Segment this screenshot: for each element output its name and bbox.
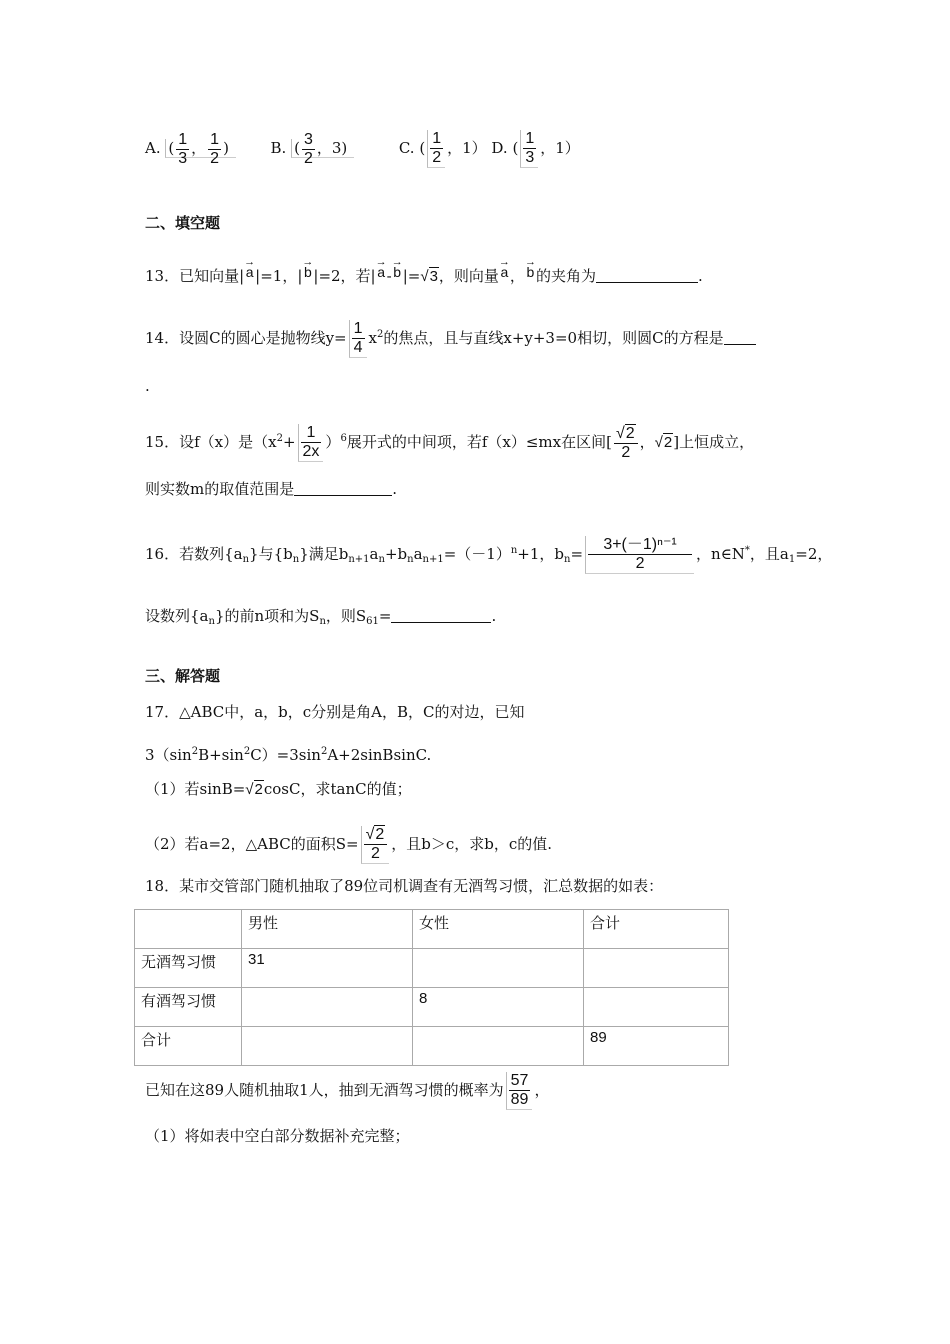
option-c-value: ( $\frac{1}{2}$ ，1） xyxy=(419,130,487,166)
table-row: 无酒驾习惯 31 xyxy=(135,949,729,988)
question-17-part-2: （2）若a=2，△ABC的面积S= $\frac{√2}{2}$ ，且b＞c，求b，c的值. xyxy=(145,826,553,862)
table-row: 合计 89 xyxy=(135,1027,729,1066)
section-heading-fill-in: 二、填空题 xyxy=(145,214,221,232)
option-a-value: ( $\frac{1}{3}$ ， $\frac{1}{2}$ ) xyxy=(165,139,235,158)
table-row: 有酒驾习惯 8 xyxy=(135,988,729,1027)
answer-blank xyxy=(596,268,698,283)
question-14: 14．设圆C的圆心是抛物线y= $\frac{1}{4}$ $x^2$的焦点，且与直线x+y+3=0相切，则圆C的方程是 xyxy=(145,320,756,358)
question-16-line-2: 设数列$\{a_n\}$的前n项和为$S_n$，则$S_{61}=$ . xyxy=(145,607,497,627)
question-17: 17．△ABC中，a，b，c分别是角A，B，C的对边，已知 xyxy=(145,703,525,721)
question-17-part-1: （1）若sinB=√2cosC，求tanC的值； xyxy=(145,780,412,798)
answer-options xyxy=(145,130,580,168)
option-b-label: B. xyxy=(270,139,287,157)
question-18-probability: 已知在这89人随机抽取1人，抽到无酒驾习惯的概率为 $\frac{57}{89}$ ， xyxy=(145,1072,550,1108)
section-heading-solutions: 三、解答题 xyxy=(145,667,221,685)
question-13: 13．已知向量| → a |=1，| → b |=2，若| → a - → b |=√3，则向量 → a ， → b 的夹角为 . xyxy=(145,256,703,285)
answer-blank xyxy=(391,608,491,623)
answer-blank xyxy=(724,330,756,345)
question-15-line-2: 则实数m的取值范围是 . xyxy=(145,480,398,498)
question-18-part-1: （1）将如表中空白部分数据补充完整； xyxy=(145,1127,410,1145)
question-17-condition: $3(\sin^2B+\sin^2C)=3\sin^2A+2sinBsinC$. xyxy=(145,746,432,764)
option-a-label: A. xyxy=(145,139,161,157)
option-d-label: D. xyxy=(491,139,508,157)
answer-blank xyxy=(294,481,392,496)
question-18: 18．某市交管部门随机抽取了89位司机调查有无酒驾习惯，汇总数据的如表： xyxy=(145,877,664,895)
survey-table xyxy=(134,909,729,1066)
question-14-continuation: . xyxy=(145,377,150,395)
option-b-value: ( $\frac{3}{2}$ ，3) xyxy=(291,139,354,158)
option-d-value: ( $\frac{1}{3}$ ，1） xyxy=(512,130,580,166)
option-c-label: C. xyxy=(398,139,415,157)
question-16: 16．若数列$\{a_n\}$与$\{b_n\}$满足$b_{n+1}a_n+b_na_{n+1}=(-1)^n+1$，$b_n=$ $\frac{\text{3+(－1)ⁿ⁻¹}}{2}$ ，n∈N*，且$a_1=2$， xyxy=(145,536,833,572)
question-15: 15．设f（x）是（$x^2+$ $\frac{1}{2x}$ ）$^6$展开式的中间项，若f（x）≤mx在区间[ $\frac{√2}{2}$ ，√2]上恒成立， xyxy=(145,424,755,461)
sqrt-3: √3 xyxy=(420,268,438,285)
table-header-row: 男性 女性 合计 xyxy=(135,910,729,949)
